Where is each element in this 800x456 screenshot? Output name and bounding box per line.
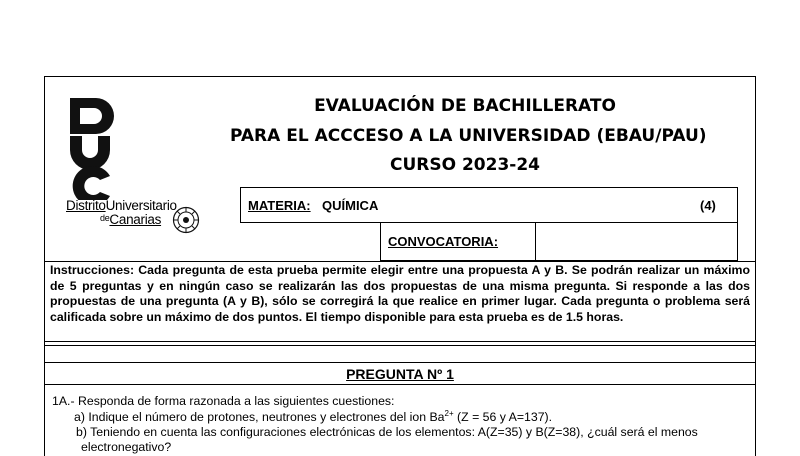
question-part-b: b) Teniendo en cuenta las configuraciones electrónicas de los elementos: A(Z=35) y B(Z=38), ¿cuál será el menos [76, 425, 698, 439]
question-part-b-cont: electronegativo? [81, 440, 172, 454]
logo-text-canarias: Canarias [109, 212, 162, 227]
ion-charge: 2+ [444, 409, 454, 418]
logo-text-distrito: Distrito [66, 198, 106, 213]
convocatoria-divider [535, 222, 536, 261]
exam-title-line1: EVALUACIÓN DE BACHILLERATO [314, 96, 616, 116]
question-part-a [74, 409, 552, 424]
subject-box [240, 187, 738, 223]
question-heading-text: PREGUNTA Nº 1 [346, 366, 454, 382]
logo-text-de: de [100, 213, 110, 223]
question-heading [0, 366, 800, 382]
divider-top [44, 261, 756, 262]
instructions [50, 263, 750, 326]
exam-title-line3: CURSO 2023-24 [389, 155, 540, 175]
seal-icon [172, 206, 200, 234]
subject-label: MATERIA: [248, 198, 311, 213]
duc-logo-mark [66, 96, 118, 200]
subject-value: QUÍMICA [322, 198, 379, 213]
subject-code: (4) [700, 198, 716, 213]
exam-title-line2: PARA EL ACCCESO A LA UNIVERSIDAD (EBAU/PAU) [230, 126, 707, 146]
divider-question-bottom [44, 384, 756, 385]
divider-question-top [44, 362, 756, 363]
logo-text-line1 [66, 198, 177, 213]
divider-instructions-bottom [44, 341, 756, 342]
logo-text-line2 [100, 212, 161, 227]
divider-double [44, 345, 756, 346]
duc-logo [60, 96, 210, 246]
logo-text-universitario: Universitario [105, 198, 177, 213]
question-part-a-tail: (Z = 56 y A=137). [453, 410, 553, 425]
question-part-a-text: a) Indique el número de protones, neutrones y electrones del ion Ba [74, 410, 445, 425]
question-intro: 1A.- Responda de forma razonada a las siguientes cuestiones: [52, 394, 395, 408]
instructions-text: Instrucciones: Cada pregunta de esta prueba permite elegir entre una propuesta A y B. Se podrán realizar un máximo de 5 preguntas y en ningún caso se realizarán las dos propuestas de una misma pregunta. Si responde a las dos propuestas de una pregunta (A y B), sólo se corregirá la que realice en primer lugar. Cada pregunta o problema será calificada sobre un máximo de dos puntos. El tiempo disponible para esta prueba es de 1.5 horas. [50, 263, 750, 325]
convocatoria-label: CONVOCATORIA: [388, 234, 499, 249]
